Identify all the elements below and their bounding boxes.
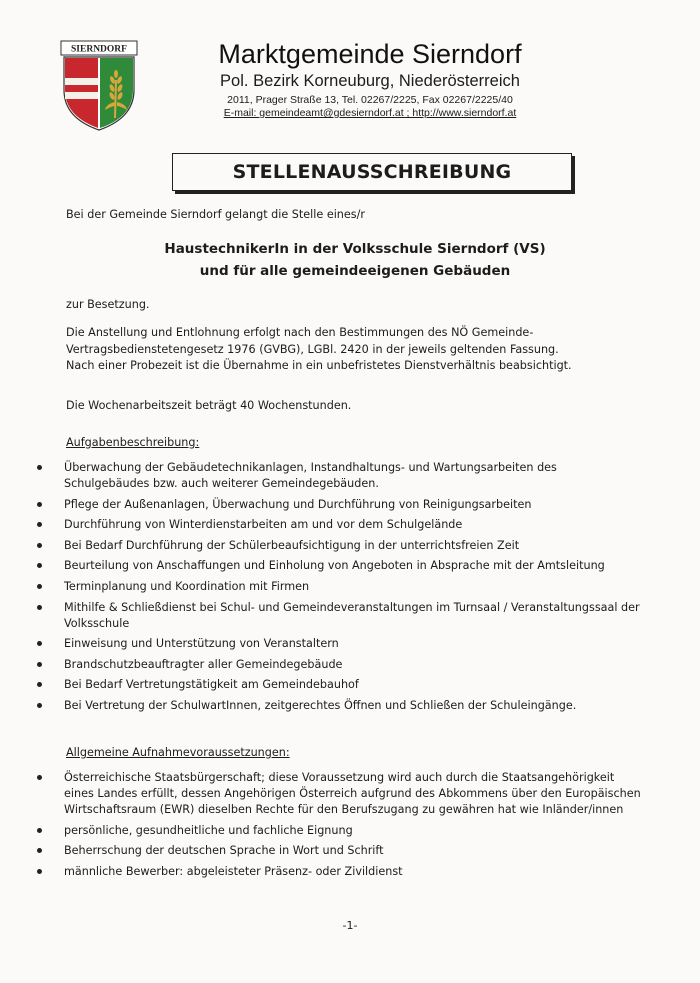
working-hours-text: Die Wochenarbeitszeit beträgt 40 Wochenstunden. [66, 399, 352, 412]
employment-line: Vertragsbedienstetengesetz 1976 (GVBG), LGBl. 2420 in der jeweils geltenden Fassung. [66, 342, 559, 356]
crest-label: SIERNDORF [71, 44, 127, 55]
list-item: Mithilfe & Schließdienst bei Schul- und Gemeindeveranstaltungen im Turnsaal / Veranstaltungssaal der Volksschule [34, 600, 644, 632]
coat-of-arms-icon [60, 40, 138, 132]
bullet-icon [37, 543, 42, 548]
address-line: 2011, Prager Straße 13, Tel. 02267/2225, Fax 02267/2225/40 [227, 94, 513, 106]
list-item: Bei Bedarf Vertretungstätigkeit am Gemeindebauhof [34, 677, 644, 693]
page-number: -1- [342, 919, 358, 932]
municipality-title: Marktgemeinde Sierndorf [218, 39, 522, 69]
bullet-icon [37, 775, 42, 780]
employment-line: Nach einer Probezeit ist die Übernahme in ein unbefristetes Dienstverhältnis beabsichtigt. [66, 359, 572, 372]
bullet-icon [37, 869, 42, 874]
bullet-icon [37, 465, 42, 470]
district-line: Pol. Bezirk Korneuburg, Niederösterreich [220, 72, 520, 90]
requirements-heading: Allgemeine Aufnahmevoraussetzungen: [66, 746, 290, 759]
bullet-icon [37, 605, 42, 610]
job-title-line-1: HaustechnikerIn in der Volksschule Sierndorf (VS) [164, 241, 546, 257]
tasks-list [34, 460, 644, 719]
document-title: STELLENAUSSCHREIBUNG [172, 153, 572, 191]
bullet-icon [37, 662, 42, 667]
list-item: Bei Vertretung der SchulwartInnen, zeitgerechtes Öffnen und Schließen der Schuleingänge. [34, 698, 644, 714]
bullet-icon [37, 584, 42, 589]
contact-line: E-mail: gemeindeamt@gdesierndorf.at ; http://www.sierndorf.at [223, 107, 517, 119]
list-item: Durchführung von Winterdienstarbeiten am und vor dem Schulgelände [34, 517, 644, 533]
list-item: Beurteilung von Anschaffungen und Einholung von Angeboten in Absprache mit der Amtsleitung [34, 558, 644, 574]
employment-line: Die Anstellung und Entlohnung erfolgt nach den Bestimmungen des NÖ Gemeinde- [66, 326, 534, 339]
intro-text: Bei der Gemeinde Sierndorf gelangt die Stelle eines/r [66, 208, 365, 221]
bullet-icon [37, 848, 42, 853]
bullet-icon [37, 563, 42, 568]
list-item: Brandschutzbeauftragter aller Gemeindegebäude [34, 657, 644, 673]
tasks-heading: Aufgabenbeschreibung: [66, 436, 200, 449]
bullet-icon [37, 682, 42, 687]
job-title-line-2: und für alle gemeindeeigenen Gebäuden [199, 263, 511, 279]
requirements-list [34, 770, 644, 884]
list-item: Terminplanung und Koordination mit Firmen [34, 579, 644, 595]
list-item: Beherrschung der deutschen Sprache in Wort und Schrift [34, 843, 644, 859]
list-item: Pflege der Außenanlagen, Überwachung und Durchführung von Reinigungsarbeiten [34, 497, 644, 513]
list-item: Einweisung und Unterstützung von Veranstaltern [34, 636, 644, 652]
list-item: Überwachung der Gebäudetechnikanlagen, Instandhaltungs- und Wartungsarbeiten des Schulgebäudes bzw. auch weiterer Gemeindegebäuden. [34, 460, 644, 492]
list-item: männliche Bewerber: abgeleisteter Präsenz- oder Zivildienst [34, 864, 644, 880]
list-item: Österreichische Staatsbürgerschaft; diese Voraussetzung wird auch durch die Staatsangehörigkeit eines Landes erfüllt, dessen Angehörigen Österreich aufgrund des Abkommens über den Europäischen Wirtschaftsraum (EWR) dieselben Rechte für den Berufszugang zu gewähren hat wie Inländer/innen [34, 770, 644, 818]
letterhead [180, 38, 560, 120]
job-title [100, 238, 610, 282]
bullet-icon [37, 522, 42, 527]
bullet-icon [37, 641, 42, 646]
employment-paragraph [66, 325, 636, 375]
besetzung-text: zur Besetzung. [66, 298, 150, 311]
list-item: persönliche, gesundheitliche und fachliche Eignung [34, 823, 644, 839]
bullet-icon [37, 703, 42, 708]
bullet-icon [37, 502, 42, 507]
list-item: Bei Bedarf Durchführung der Schülerbeaufsichtigung in der unterrichtsfreien Zeit [34, 538, 644, 554]
bullet-icon [37, 828, 42, 833]
